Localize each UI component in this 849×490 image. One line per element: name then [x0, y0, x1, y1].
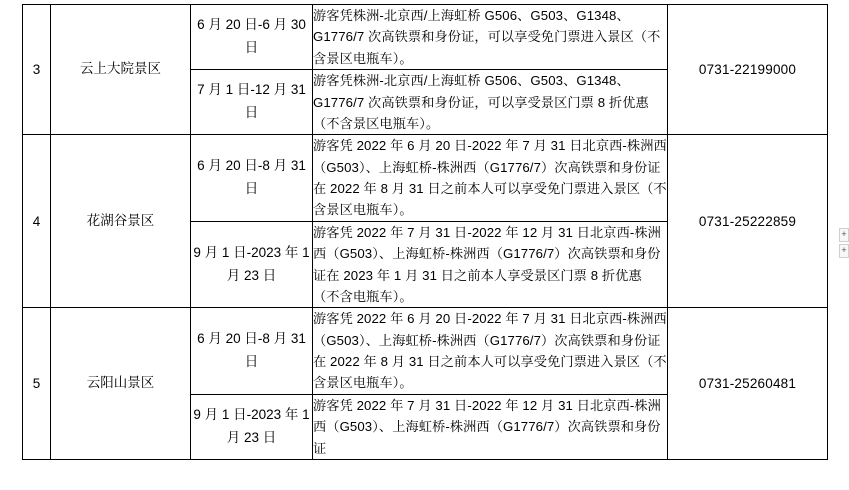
activity-date: 6 月 20 日-6 月 30 日	[191, 5, 313, 70]
activity-date: 6 月 20 日-8 月 31 日	[191, 135, 313, 222]
row-index: 3	[23, 5, 51, 135]
contact-phone: 0731-25260481	[668, 308, 828, 460]
page-edge-marker-bottom: +	[839, 244, 849, 258]
scenic-area-name: 云上大院景区	[51, 5, 191, 135]
scenic-area-name: 云阳山景区	[51, 308, 191, 460]
activity-date: 9 月 1 日-2023 年 1 月 23 日	[191, 221, 313, 308]
row-index: 5	[23, 308, 51, 460]
contact-phone: 0731-22199000	[668, 5, 828, 135]
activity-description: 游客凭 2022 年 6 月 20 日-2022 年 7 月 31 日北京西-株洲西（G503）、上海虹桥-株洲西（G1776/7）次高铁票和身份证在 2022 年 8 月 31 日之前本人可以享受免门票进入景区（不含景区电瓶车）。	[313, 308, 668, 395]
activity-description: 游客凭株洲-北京西/上海虹桥 G506、G503、G1348、G1776/7 次高铁票和身份证，可以享受免门票进入景区（不含景区电瓶车）。	[313, 5, 668, 70]
page-edge-marker-top: +	[839, 228, 849, 242]
activity-date: 6 月 20 日-8 月 31 日	[191, 308, 313, 395]
activity-description: 游客凭 2022 年 7 月 31 日-2022 年 12 月 31 日北京西-株洲西（G503）、上海虹桥-株洲西（G1776/7）次高铁票和身份证	[313, 394, 668, 459]
activity-date: 9 月 1 日-2023 年 1 月 23 日	[191, 394, 313, 459]
row-index: 4	[23, 135, 51, 308]
table-row	[23, 308, 828, 395]
activity-date: 7 月 1 日-12 月 31 日	[191, 70, 313, 135]
contact-phone: 0731-25222859	[668, 135, 828, 308]
table-row	[23, 135, 828, 222]
table-row	[23, 5, 828, 70]
scenic-area-name: 花湖谷景区	[51, 135, 191, 308]
activity-description: 游客凭 2022 年 6 月 20 日-2022 年 7 月 31 日北京西-株洲西（G503）、上海虹桥-株洲西（G1776/7）次高铁票和身份证在 2022 年 8 月 31 日之前本人可以享受免门票进入景区（不含景区电瓶车）。	[313, 135, 668, 222]
activity-description: 游客凭 2022 年 7 月 31 日-2022 年 12 月 31 日北京西-株洲西（G503）、上海虹桥-株洲西（G1776/7）次高铁票和身份证在 2023 年 1 月 31 日之前本人享受景区门票 8 折优惠（不含电瓶车）。	[313, 221, 668, 308]
activity-description: 游客凭株洲-北京西/上海虹桥 G506、G503、G1348、G1776/7 次高铁票和身份证，可以享受景区门票 8 折优惠（不含景区电瓶车）。	[313, 70, 668, 135]
scenic-area-discount-table	[22, 4, 828, 460]
